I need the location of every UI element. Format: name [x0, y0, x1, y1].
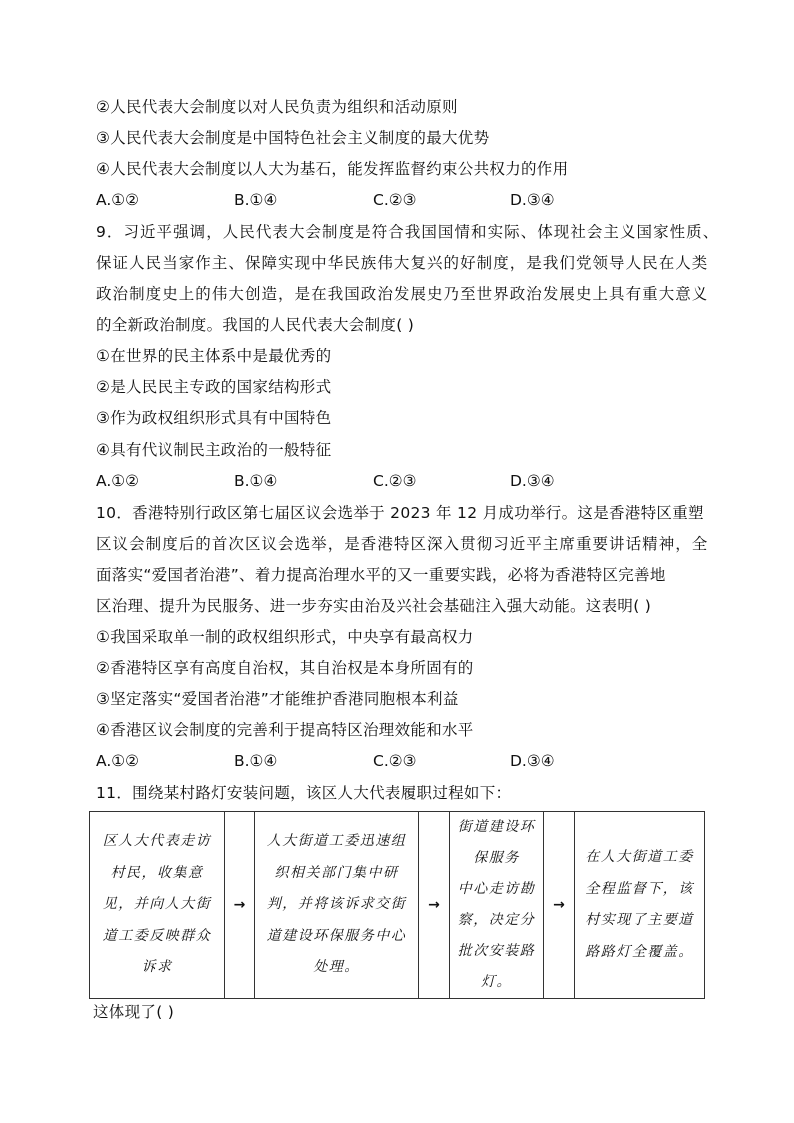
- flow-step-1: [90, 812, 224, 998]
- q8-choice-b: B.①④: [234, 191, 278, 209]
- q10-option-2: ②香港特区享有高度自治权，其自治权是本身所固有的: [96, 659, 474, 677]
- q9-stem-line-2: 保证人民当家作主、保障实现中华民族伟大复兴的好制度，是我们党领导人民在人类: [96, 254, 709, 272]
- flow-arrow-1: [224, 812, 254, 998]
- arrow-right-icon: →: [233, 897, 246, 913]
- arrow-right-icon: →: [428, 897, 440, 913]
- q10-choice-c: C.②③: [373, 752, 417, 770]
- process-flow-table: [89, 811, 705, 999]
- flow-step-1-text: 区人大代表走访 村民，收集意 见，并向人大街 道工委反映群众 诉求: [102, 833, 212, 976]
- q10-choice-b: B.①④: [234, 752, 278, 770]
- arrow-right-icon: →: [553, 897, 565, 913]
- q11-question-tail: 这体现了( ): [93, 1003, 175, 1021]
- q9-choice-c: C.②③: [373, 472, 417, 490]
- q10-stem-line-3: 面落实“爱国者治港”、着力提高治理水平的又一重要实践，必将为香港特区完善地: [96, 566, 666, 584]
- flow-arrow-2: [418, 812, 449, 998]
- q9-choice-d: D.③④: [510, 472, 555, 490]
- q10-choice-a: A.①②: [96, 752, 140, 770]
- q10-option-3: ③坚定落实“爱国者治港”才能维护香港同胞根本利益: [96, 690, 459, 708]
- flow-step-3-text: 街道建设环 保服务 中心走访勘 察，决定分 批次安装路 灯。: [457, 819, 536, 990]
- q11-stem: 11．围绕某村路灯安装问题，该区人大代表履职过程如下：: [96, 784, 512, 802]
- q9-option-4: ④具有代议制民主政治的一般特征: [96, 441, 332, 459]
- q9-stem-line-1: 9．习近平强调，人民代表大会制度是符合我国国情和实际、体现社会主义国家性质、: [96, 223, 720, 241]
- flow-step-3: [449, 812, 543, 998]
- q8-option-4: ④人民代表大会制度以人大为基石，能发挥监督约束公共权力的作用: [96, 160, 569, 178]
- q10-stem-line-4: 区治理、提升为民服务、进一步夯实由治及兴社会基础注入强大动能。这表明( ): [96, 597, 652, 615]
- flow-step-4: [574, 812, 704, 998]
- q9-option-3: ③作为政权组织形式具有中国特色: [96, 409, 332, 427]
- q10-stem-line-1: 10．香港特别行政区第七届区议会选举于 2023 年 12 月成功举行。这是香港特区重塑: [96, 504, 704, 522]
- q8-option-2: ②人民代表大会制度以对人民负责为组织和活动原则: [96, 98, 458, 116]
- flow-step-4-text: 在人大街道工委 全程监督下，该 村实现了主要道 路路灯全覆盖。: [585, 849, 694, 960]
- q9-stem-line-4: 的全新政治制度。我国的人民代表大会制度( ): [96, 316, 415, 334]
- q9-choice-a: A.①②: [96, 472, 140, 490]
- q10-option-1: ①我国采取单一制的政权组织形式，中央享有最高权力: [96, 628, 474, 646]
- q9-choice-b: B.①④: [234, 472, 278, 490]
- q10-option-4: ④香港区议会制度的完善利于提高特区治理效能和水平: [96, 721, 474, 739]
- q8-choice-d: D.③④: [510, 191, 555, 209]
- q9-option-2: ②是人民民主专政的国家结构形式: [96, 378, 332, 396]
- flow-step-2-text: 人大街道工委迅速组 织相关部门集中研 判，并将该诉求交街 道建设环保服务中心 处理。: [266, 833, 407, 976]
- q10-stem-line-2: 区议会制度后的首次区议会选举，是香港特区深入贯彻习近平主席重要讲话精神，全: [96, 535, 709, 553]
- q9-stem-line-3: 政治制度史上的伟大创造，是在我国政治发展史乃至世界政治发展史上具有重大意义: [96, 285, 709, 303]
- flow-step-2: [254, 812, 418, 998]
- q8-choice-c: C.②③: [373, 191, 417, 209]
- q8-option-3: ③人民代表大会制度是中国特色社会主义制度的最大优势: [96, 129, 490, 147]
- q8-choice-a: A.①②: [96, 191, 140, 209]
- q10-choice-d: D.③④: [510, 752, 555, 770]
- flow-arrow-3: [543, 812, 574, 998]
- q9-option-1: ①在世界的民主体系中是最优秀的: [96, 347, 332, 365]
